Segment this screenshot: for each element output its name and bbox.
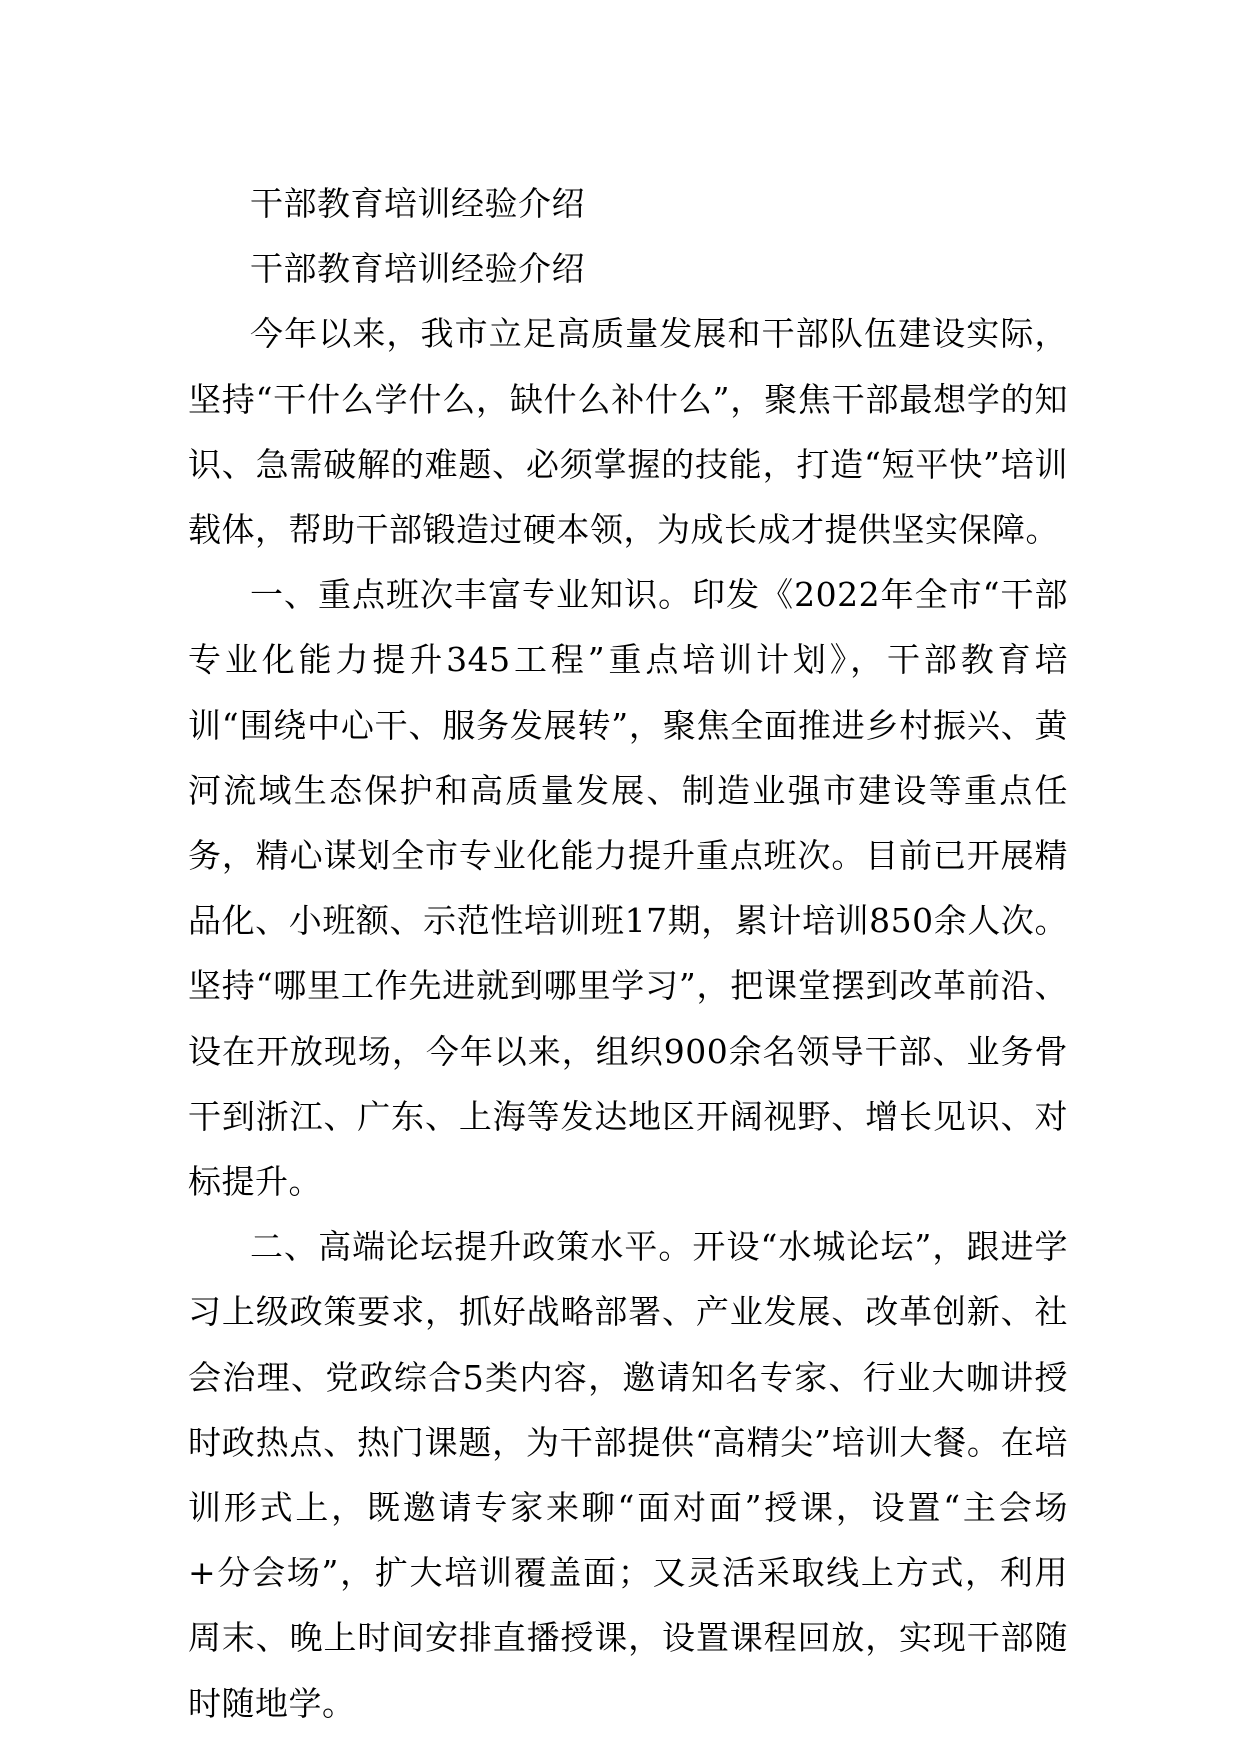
paragraph-section-one: 一、重点班次丰富专业知识。印发《2022年全市“干部专业化能力提升345工程”重点培训计划》，干部教育培训“围绕中心干、服务发展转”，聚焦全面推进乡村振兴、黄河流域生态保护和高质量发展、制造业强市建设等重点任务，精心谋划全市专业化能力提升重点班次。目前已开展精品化、小班额、示范性培训班17期，累计培训850余人次。坚持“哪里工作先进就到哪里学习”，把课堂摆到改革前沿、设在开放现场，今年以来，组织900余名领导干部、业务骨干到浙江、广东、上海等发达地区开阔视野、增长见识、对标提升。 <box>188 575 1068 1202</box>
paragraph-intro: 今年以来，我市立足高质量发展和干部队伍建设实际，坚持“干什么学什么，缺什么补什么”，聚焦干部最想学的知识、急需破解的难题、必须掌握的技能，打造“短平快”培训载体，帮助干部锻造过硬本领，为成长成才提供坚实保障。 <box>188 314 1068 550</box>
document-body <box>188 171 1068 1736</box>
paragraph-section-two: 二、高端论坛提升政策水平。开设“水城论坛”，跟进学习上级政策要求，抓好战略部署、产业发展、改革创新、社会治理、党政综合5类内容，邀请知名专家、行业大咖讲授时政热点、热门课题，为干部提供“高精尖”培训大餐。在培训形式上，既邀请专家来聊“面对面”授课，设置“主会场+分会场”，扩大培训覆盖面；又灵活采取线上方式，利用周末、晚上时间安排直播授课，设置课程回放，实现干部随时随地学。 <box>188 1227 1068 1723</box>
document-subtitle: 干部教育培训经验介绍 <box>250 249 585 289</box>
document-title: 干部教育培训经验介绍 <box>250 184 585 223</box>
